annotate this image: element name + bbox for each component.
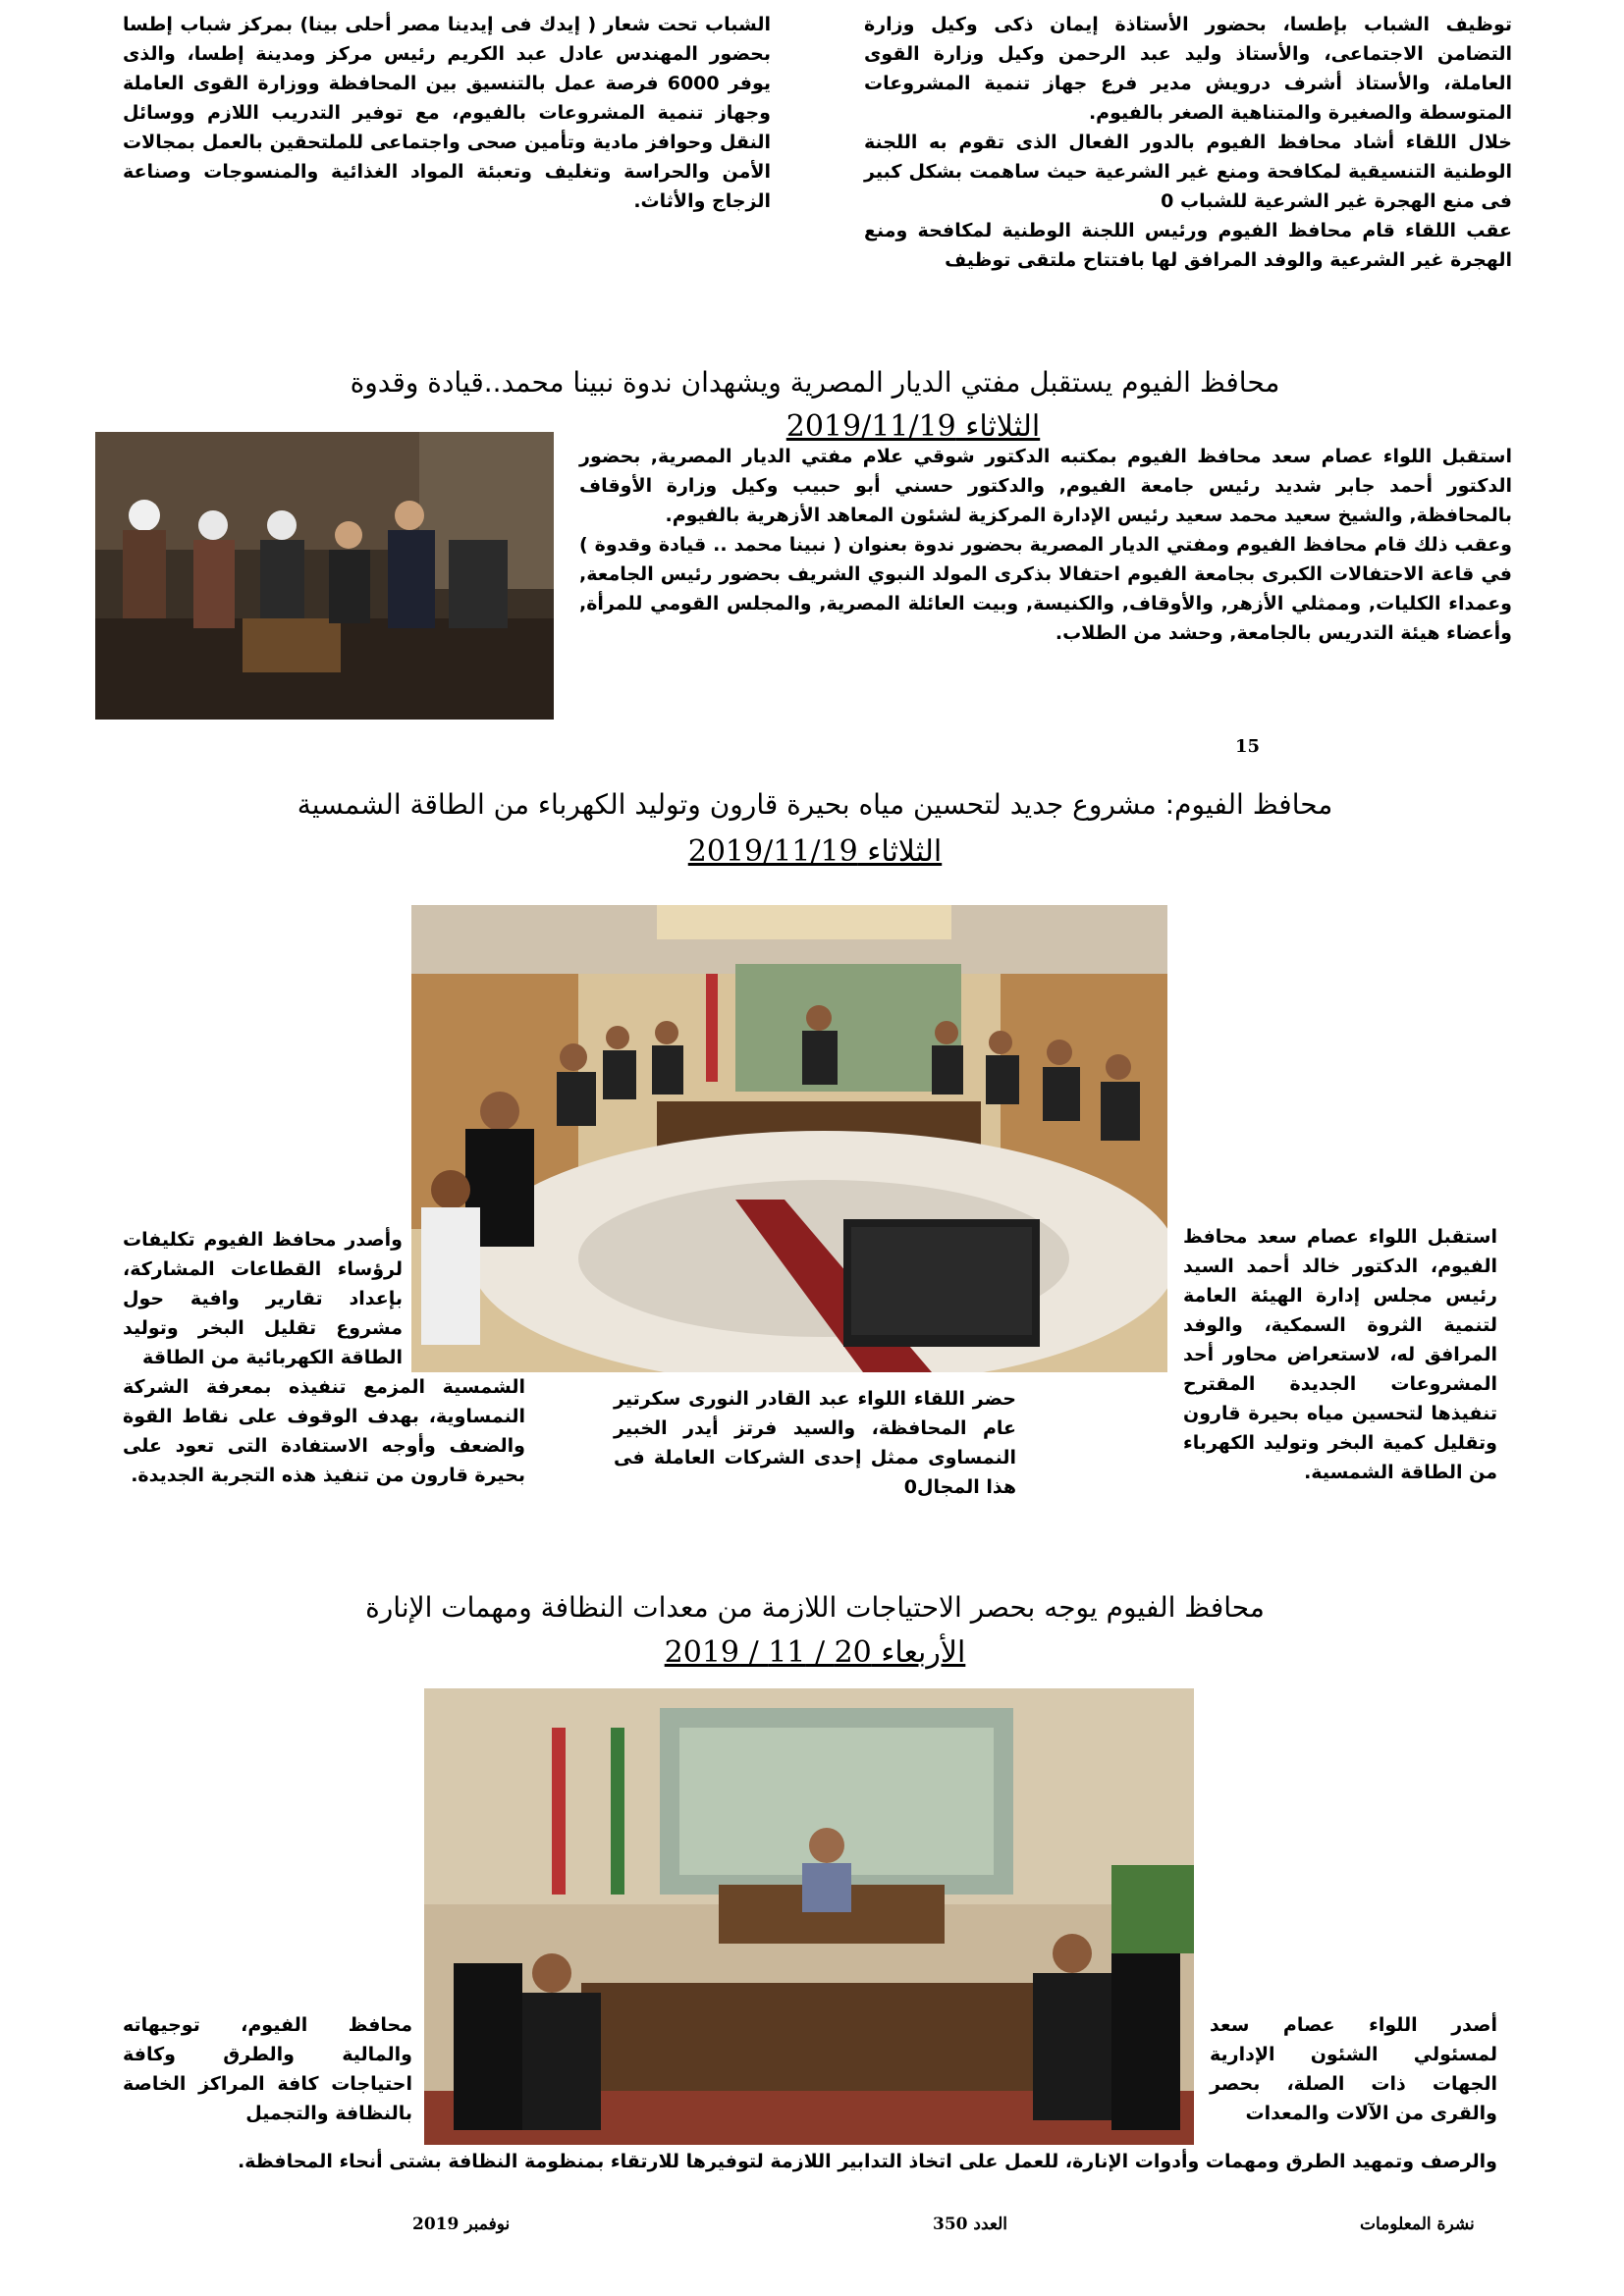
article3-bottom-line: والرصف وتمهيد الطرق ومهمات وأدوات الإنارة، للعمل على اتخاذ التدابير اللازمة لتوفيرها للارتقاء بمنظومة النظافة بشتى أنحاء المحافظة. xyxy=(237,2151,1497,2172)
article-title: محافظ الفيوم يستقبل مفتي الديار المصرية ويشهدان ندوة نبينا محمد..قيادة وقدوة xyxy=(350,366,1280,399)
article2-left-column-top: وأصدر محافظ الفيوم تكليفات لرؤساء القطاعات المشاركة، بإعداد تقارير وافية حول مشروع تقليل البخر وتوليد الطاقة الكهربائية من الطاقة xyxy=(123,1229,403,1368)
article-title: محافظ الفيوم: مشروع جديد لتحسين مياه بحيرة قارون وتوليد الكهرباء من الطاقة الشمسية xyxy=(297,788,1333,821)
footer-publication-name: نشرة المعلومات xyxy=(1360,2215,1475,2234)
paragraph: توظيف الشباب بإطسا، بحضور الأستاذة إيمان ذكى وكيل وزارة التضامن الاجتماعى، والأستاذ وليد عبد الرحمن وكيل وزارة القوى العاملة، والأستاذ أشرف درويش مدير فرع جهاز تنمية المشروعات المتوسطة والصغيرة والمتناهية الصغر بالفيوم. xyxy=(864,14,1512,124)
page-number: 15 xyxy=(1235,736,1261,757)
paragraph: استقبل اللواء عصام سعد محافظ الفيوم بمكتبه الدكتور شوقي علام مفتي الديار المصرية, بحضور الدكتور أحمد جابر شديد رئيس جامعة الفيوم, والدكتور حسني أبو حبيب وكيل وزارة الأوقاف بالمحافظة, والشيخ سعيد محمد سعيد رئيس الإدارة المركزية لشئون المعاهد الأزهرية بالفيوم. xyxy=(579,446,1512,526)
article-title: محافظ الفيوم يوجه بحصر الاحتياجات اللازمة من معدات النظافة ومهمات الإنارة xyxy=(365,1591,1265,1624)
paragraph: الشباب تحت شعار ( إيدك فى إيدينا مصر أحلى بينا) بمركز شباب إطسا بحضور المهندس عادل عبد الكريم رئيس مركز ومدينة إطسا، والذى يوفر 6000 فرصة عمل بالتنسيق بين المحافظة ووزارة القوى العاملة وجهاز تنمية المشروعات بالفيوم، مع توفير التدريب اللازم ووسائل النقل وحوافز مادية وتأمين صحى واجتماعى للملتحقين بالعمل بمجالات الأمن والحراسة وتغليف وتعبئة المواد الغذائية والمنسوجات وصناعة الزجاج والأثاث. xyxy=(123,14,771,212)
article2-right-column: استقبل اللواء عصام سعد محافظ الفيوم، الدكتور خالد أحمد السيد رئيس مجلس إدارة الهيئة العامة لتنمية الثروة السمكية، والوفد المرافق له، لاستعراض محاور أحد المشروعات الجديدة المقترح تنفيذها لتحسين مياه بحيرة قارون وتقليل كمية البخر وتوليد الكهرباء من الطاقة الشمسية. xyxy=(1183,1226,1497,1483)
article2-left-column-bottom: الشمسية المزمع تنفيذه بمعرفة الشركة النمساوية، بهدف الوقوف على نقاط القوة والضعف وأوجه الاستفادة التى تعود على بحيرة قارون من تنفيذ هذه التجربة الجديدة. xyxy=(123,1376,525,1486)
top-left-column xyxy=(123,10,771,216)
meeting-photo-lake-qarun xyxy=(411,905,1167,1372)
meeting-photo-cleaning xyxy=(424,1688,1194,2145)
article-date: الأربعاء 20 / 11 / 2019 xyxy=(664,1635,966,1670)
article1-body xyxy=(579,442,1512,648)
paragraph: عقب اللقاء قام محافظ الفيوم ورئيس اللجنة الوطنية لمكافحة ومنع الهجرة غير الشرعية والوفد المرافق لها بافتتاح ملتقى توظيف xyxy=(864,220,1512,271)
article2-center-caption: حضر اللقاء اللواء عبد القادر النورى سكرتير عام المحافظة، والسيد فرتز أيدر الخبير النمساوى ممثل إحدى الشركات العاملة فى هذا المجال0 xyxy=(614,1388,1016,1498)
meeting-photo-mufti xyxy=(95,432,554,720)
article-date: الثلاثاء 2019/11/19 xyxy=(687,834,943,869)
footer-issue-number: العدد 350 xyxy=(933,2215,1008,2234)
article3-right-column: أصدر اللواء عصام سعد لمسئولي الشئون الإدارية الجهات ذات الصلة، بحصر والقرى من الآلات والمعدات xyxy=(1210,2014,1497,2124)
article-date: الثلاثاء 2019/11/19 xyxy=(785,409,1041,444)
paragraph: وعقب ذلك قام محافظ الفيوم ومفتي الديار المصرية بحضور ندوة بعنوان ( نبينا محمد .. قيادة وقدوة ) في قاعة الاحتفالات الكبرى بجامعة الفيوم احتفالا بذكرى المولد النبوي الشريف بحضور رئيس الجامعة, وعمداء الكليات, وممثلي الأزهر, والأوقاف, والكنيسة, وبيت العائلة المصرية, والمجلس القومي للمرأة, وأعضاء هيئة التدريس بالجامعة, وحشد من الطلاب. xyxy=(579,534,1512,644)
article3-left-column: محافظ الفيوم، توجيهاته والمالية والطرق وكافة احتياجات كافة المراكز الخاصة بالنظافة والتجميل xyxy=(123,2014,412,2124)
top-right-column xyxy=(864,10,1512,275)
paragraph: خلال اللقاء أشاد محافظ الفيوم بالدور الفعال الذى تقوم به اللجنة الوطنية التنسيقية لمكافحة ومنع غير الشرعية حيث ساهمت بشكل كبير فى منع الهجرة غير الشرعية للشباب 0 xyxy=(864,132,1512,212)
footer-date: نوفمبر 2019 xyxy=(412,2215,511,2234)
